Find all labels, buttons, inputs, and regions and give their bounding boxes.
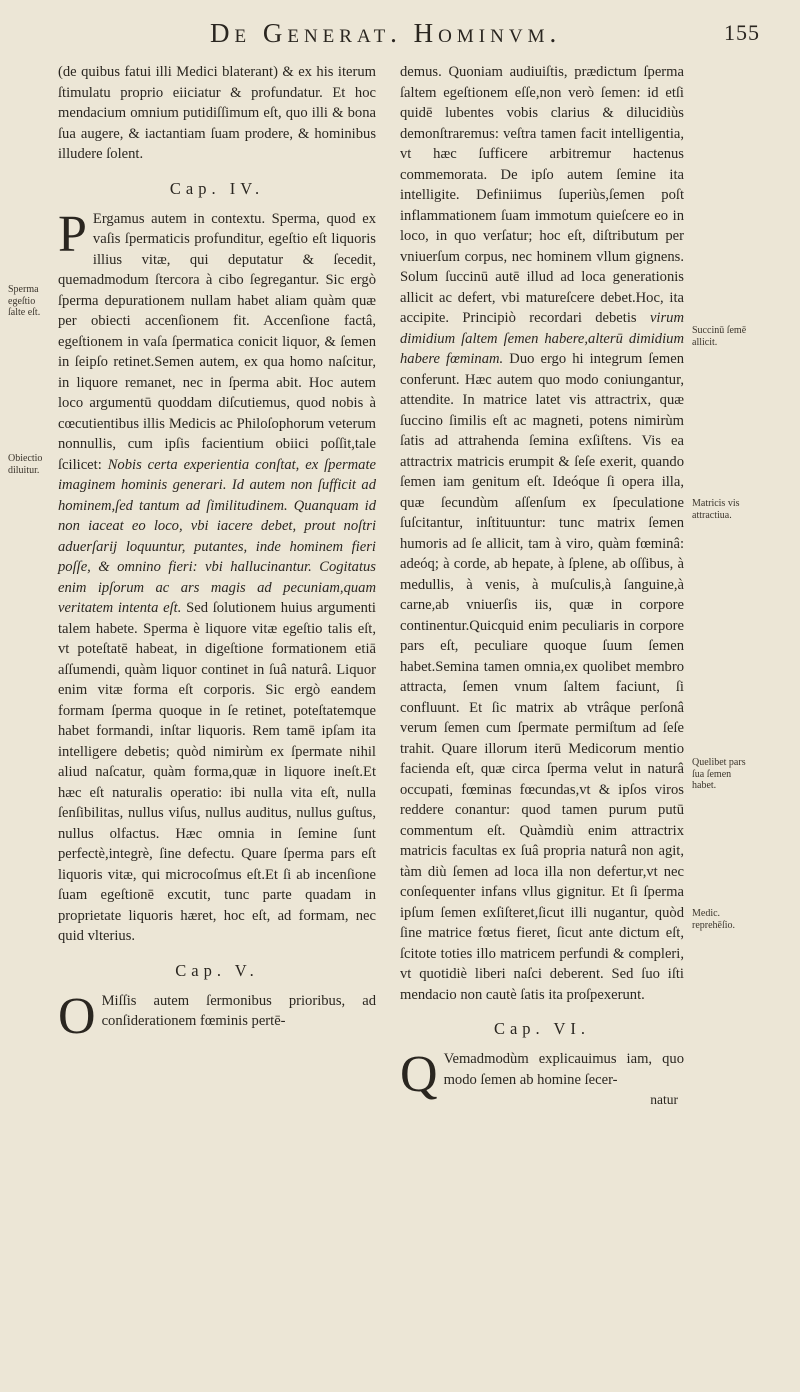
paragraph-text: Sed ſolutionem huius argumenti talem habete. Sperma è liquore vitæ egeſtio talis eſt, vt poteſtatē habeat, in digeſtione formationem etiā aſſumendi, quàm liquor continet in ſuâ naturâ. Liquor enim vitæ forma eſt corporis. Sic ergò eandem formam ſperma quoque in ſe retinet, poteſtatemque habet formandi, inſtar liquoris. Rem tamē ipſam ita intelligere debetis; quòd nimirùm ex ſpermate nihil aliud naſcatur, quàm forma,quæ in liquore ineſt.Et hæc eſt naturalis operatio: ibi nulla vita eſt, nulla ſenſibilitas, nullus viſus, nullus auditus, nullus guſtus, nullus olfactus. Hæc omnia in ſemine ſunt perfectè,integrè, ſine defectu. Quare ſperma pars eſt liquoris vitæ, qui microcoſmus eſt.Et ſi ab incenſione ſuam egeſtionē excutit, tunc parte quadam in proprietate liquoris hæret, hoc eſt, ad formam, nec quid vlterius. bbox=[58, 600, 376, 944]
right-column bbox=[400, 62, 684, 1108]
paragraph-text: Ergamus autem in contextu. Sperma, quod ex vaſis ſpermaticis profunditur, egeſtio eſt liquoris illius vitæ, qui deputatur & ſecedit, quemadmodum ſtercora à cibo ſegregantur. Sic ergò ſperma depurationem nullam habet aliam quàm quæ per obiecti accenſionem fit. Accenſione factâ, egeſtionem in vaſa ſpermatica conicit liquor, & ſemen in ſeipſo retinet.Semen autem, ex qua homo naſcitur, in liquore remanet, nec in ſperma abit. Hoc autem loco argumentū quoddam diſcutiemus, quod nobis à cœcutientibus illis Medicis ac Philoſophorum veterum nonnullis, cum ipſis facientium obiici poſſit,tale ſcilicet: bbox=[58, 210, 376, 473]
chapter-heading-5: Cap. V. bbox=[175, 960, 259, 980]
italic-quote: Nobis certa experientia conſtat, ex ſpermate imaginem hominis generari. Id autem non ſufficit ad hominem,ſed tantum ad ſimilitudinem. Quanquam id non iaceat eo loco, vbi iacere debet, prout noſtri aduerſarij loquuntur, putantes, inde hominem fieri poſſe, & omnino fieri: vbi hallucinantur. Cogitatus enim ipſorum ac ars magis ad pecuniam,quam veritatem intenta eſt. bbox=[58, 456, 376, 616]
margin-note-quelibet: Quelibet pars ſua ſemen habet. bbox=[692, 757, 746, 791]
paragraph bbox=[58, 987, 376, 1045]
paragraph-text: Duo ergo hi integrum ſemen conferunt. Hæc autem quo modo coniungantur, attendite. In matrice latet vis attractrix, quæ ſuccino ſimilis eſt ac magneti, potens nimirùm ſatis ad attrahenda ſemina exſiſtens. Vis ea attractrix matricis erumpit & ſeſe exerit, quando ſemen iam genitum eſt. Ideóque ſi opera illa, quæ ſecundùm aſſenſum ex ſpeculatione ſuſcitantur, inſtituuntur: tunc matrix ſemen humoris ad ſe allicit, tam à viro, quàm fœminâ: adeóq; à corde, ab hepate, à ſplene, ab oſſibus, à medullis, à venis, à muſculis,à ſanguine,à carne,ab vniuerſis iis, quæ in corpore continentur.Quicquid enim peculiaris in corpore pars eſt, peculiare quoque ſuum ſemen habet.Semina tamen omnia,ex quolibet membro attracta, ſemen vnum ſaltem faciunt, ſi confluunt. Et ſic matrix ab vtrâque perſonâ verum ſemen cum ſpermate permiſtum ad ſeſe trahit. Quare illorum iterū Medicorum mentio facienda eſt, quæ circa ſperma velut in naturâ occupati, fœminas fœcundas,vt & ipſos viros reddere conantur: quod tamen purum putū commentum eſt. Quàmdiù enim attractrix matricis facultas ex ſuâ propria naturâ non agit, tàm diù ſemen ad loca illa non defertur,vt nec conſequenter infans vllus gignitur. Et ſi ſperma ipſum ſemen exſiſteret,ſicut illi nugantur, quòd ſine matrice fœtus fieret, ſicut ante dictum eſt, ſcitote toties illo matricem perfundi & compleri, vt quotidiè liberi naſci deberent. Sed ſuo iſti mendacio non cautè ſatis ita proſpexerunt. bbox=[400, 351, 685, 1003]
catchword: natur bbox=[650, 1092, 678, 1107]
margin-note-succinum: Succinū ſemē allicit. bbox=[692, 325, 747, 348]
paragraph-text: Vemadmodùm explicauimus iam, quo modo ſemen ab homine ſecer- bbox=[443, 1051, 684, 1088]
paragraph: (de quibus fatui illi Medici blaterant) & ex his iterum ſtimulatu proprio eiiciatur & profundatur. Et hoc mendacium omnium putidiſſimum eſt, quo illi & bona ſua augere, & iactantiam ſuam prodere, & hominibus illudere ſolent. bbox=[58, 64, 376, 162]
drop-cap: P bbox=[58, 205, 87, 263]
paragraph-text: Miſſis autem ſermonibus prioribus, ad conſiderationem fœminis pertē- bbox=[101, 992, 376, 1029]
drop-cap: O bbox=[58, 987, 96, 1045]
paragraph bbox=[58, 205, 376, 947]
chapter-heading-4: Cap. IV. bbox=[169, 178, 265, 198]
chapter-heading-6: Cap. VI. bbox=[493, 1019, 591, 1038]
left-column bbox=[58, 62, 376, 1045]
running-head bbox=[210, 18, 760, 52]
margin-note-sperma: Sperma egeſtio ſalte eſt. bbox=[8, 284, 41, 318]
italic-quote: virum dimidium ſaltem ſemen habere,alterū dimidium habere fœminam. bbox=[400, 310, 684, 367]
drop-cap: Q bbox=[400, 1046, 438, 1103]
page-title: De Generat. Hominvm. bbox=[210, 18, 562, 48]
margin-note-medicorum: Medic. reprehēſio. bbox=[692, 908, 736, 931]
page-number: 155 bbox=[724, 20, 760, 45]
paragraph-text: demus. Quoniam audiuiſtis, prædictum ſperma ſaltem egeſtionem eſſe,non verò ſemen: id etſi quidē lubentes vobis clarius & dilucidiùs demonſtraremus: veſtra tamen facit intelligentia, vt hæc ſufficere arbitremur hactenus commemorata. De ipſo autem ſemine ita intelligite. Definiimus ſuperiùs,ſemen poſt inflammationem ſuam immotum quieſcere eo in loco, in quo verſatur; hoc eſt, diſtributum per vniuerſum corpus, nec hominem vllum gignens. Solum ſuccinū autē illud ad loca generationis allicit ac defert, vbi matureſcere debet.Hoc, ita accipite. Principiò recordari debetis bbox=[400, 64, 684, 326]
margin-note-matricis: Matricis vis attractiua. bbox=[692, 498, 740, 521]
margin-note-obiectio: Obiectio diluitur. bbox=[8, 453, 43, 476]
paragraph bbox=[400, 62, 684, 1005]
